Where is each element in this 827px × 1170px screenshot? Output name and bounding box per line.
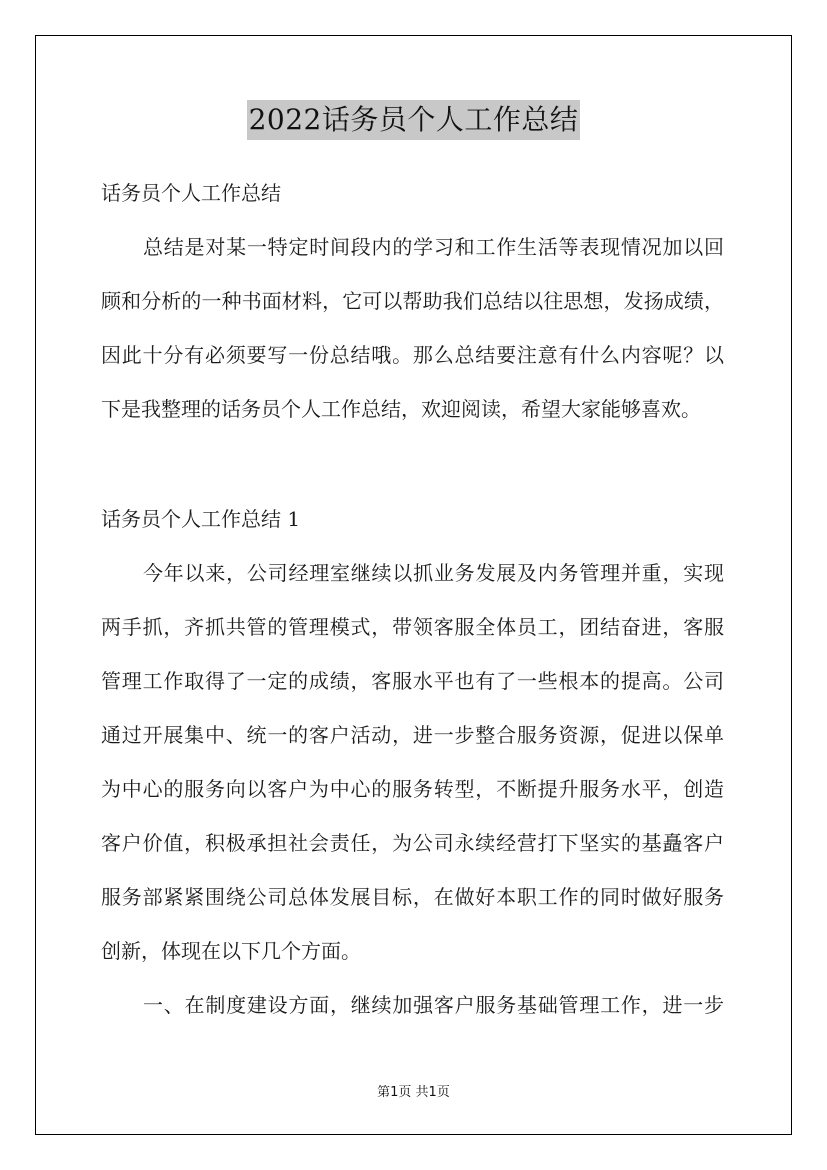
section1-line-3: 管理工作取得了一定的成绩，客服水平也有了一些根本的提高。公司 bbox=[101, 669, 724, 693]
page-footer: 第1页 共1页 bbox=[377, 1085, 450, 1100]
section1-line-2: 两手抓，齐抓共管的管理模式，带领客服全体员工，团结奋进，客服 bbox=[101, 615, 724, 639]
title-container bbox=[0, 100, 827, 140]
intro-line-4: 下是我整理的话务员个人工作总结，欢迎阅读，希望大家能够喜欢。 bbox=[101, 397, 701, 421]
intro-line-2: 顾和分析的一种书面材料，它可以帮助我们总结以往思想，发扬成绩， bbox=[101, 289, 724, 313]
intro-line-3: 因此十分有必须要写一份总结哦。那么总结要注意有什么内容呢？以 bbox=[101, 343, 724, 367]
section1-heading: 话务员个人工作总结 1 bbox=[101, 507, 301, 531]
section1-item1: 一、在制度建设方面，继续加强客户服务基础管理工作，进一步 bbox=[143, 993, 724, 1017]
section1-line-1: 今年以来，公司经理室继续以抓业务发展及内务管理并重，实现 bbox=[143, 561, 724, 585]
section1-line-8: 创新，体现在以下几个方面。 bbox=[101, 939, 361, 963]
intro-line-1: 总结是对某一特定时间段内的学习和工作生活等表现情况加以回 bbox=[143, 235, 724, 259]
section1-line-5: 为中心的服务向以客户为中心的服务转型，不断提升服务水平，创造 bbox=[101, 777, 724, 801]
document-heading: 话务员个人工作总结 bbox=[101, 181, 281, 205]
document-title: 2022话务员个人工作总结 bbox=[247, 100, 581, 140]
section1-line-7: 服务部紧紧围绕公司总体发展目标，在做好本职工作的同时做好服务 bbox=[101, 885, 724, 909]
section1-line-4: 通过开展集中、统一的客户活动，进一步整合服务资源，促进以保单 bbox=[101, 723, 724, 747]
section1-line-6: 客户价值，积极承担社会责任，为公司永续经营打下坚实的基矗客户 bbox=[101, 831, 724, 855]
